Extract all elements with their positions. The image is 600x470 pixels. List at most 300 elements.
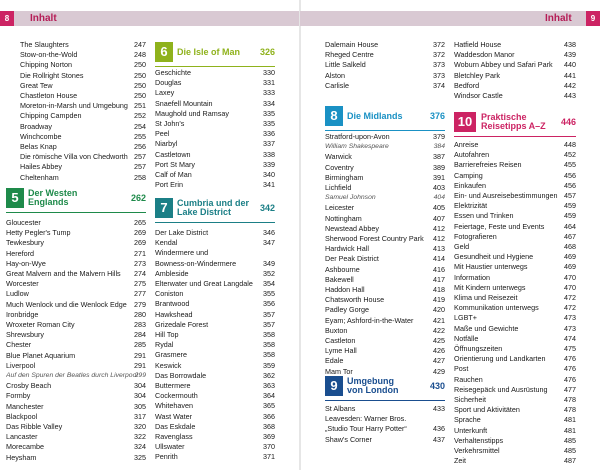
toc-entry: [325, 285, 445, 295]
toc-entry-title: Chatsworth House: [325, 295, 385, 305]
toc-entry-page: 374: [433, 80, 445, 90]
toc-entry-page: 478: [564, 405, 576, 415]
toc-entry-page: 358: [263, 350, 275, 360]
toc-entry-title: Geld: [454, 242, 470, 251]
toc-entry: [20, 101, 146, 111]
toc-entry-page: 391: [433, 172, 445, 182]
toc-entry: [325, 142, 445, 152]
toc-entry: [454, 242, 576, 252]
toc-entry-page: 254: [134, 121, 146, 131]
toc-entry-title: Elektrizität: [454, 201, 488, 211]
toc-entry-page: 456: [564, 180, 576, 190]
toc-entry: [6, 361, 146, 371]
toc-entry-title: Whitehaven: [155, 401, 193, 411]
toc-entry: [155, 269, 275, 279]
toc-entry-title: Einkaufen: [454, 180, 486, 190]
toc-entry-title: Samuel Johnson: [325, 194, 376, 202]
toc-entry-page: 476: [564, 364, 576, 374]
toc-entry-page: 304: [134, 381, 146, 391]
toc-entry-page: 250: [134, 91, 146, 100]
toc-entry: [155, 391, 275, 401]
toc-entry: [454, 273, 576, 283]
toc-entry-title: Der Lake District: [155, 228, 209, 237]
toc-entry-title: Leavesden: Warner Bros.: [325, 414, 407, 424]
toc-entry-page: 279: [134, 299, 146, 309]
toc-entry-page: 452: [564, 150, 576, 160]
toc-entry-page: 365: [263, 401, 275, 411]
toc-entry-page: 357: [263, 319, 275, 329]
toc-entry: [454, 364, 576, 374]
toc-entry: [454, 395, 576, 405]
toc-entry-title: Wast Water: [155, 411, 193, 421]
toc-entry-title: Rheged Centre: [325, 50, 374, 60]
toc-entry: [454, 385, 576, 395]
toc-entry-page: 248: [134, 50, 146, 60]
toc-entry-title: Lancaster: [6, 432, 38, 442]
toc-entry-title: Unterkunft: [454, 425, 488, 435]
toc-entry-page: 299: [134, 372, 146, 379]
toc-entry-title: Chastleton House: [20, 91, 78, 100]
toc-entry-title: Douglas: [155, 78, 182, 88]
toc-entry: [155, 238, 275, 248]
toc-entry: [325, 173, 445, 183]
toc-entry-page: 371: [263, 452, 275, 462]
chapter-6-heading: [155, 42, 275, 68]
toc-entry-page: 441: [564, 70, 576, 80]
toc-entry: [155, 248, 275, 258]
toc-entry-page: 324: [134, 442, 146, 452]
toc-entry-title: Laxey: [155, 88, 175, 98]
toc-entry-title: Feiertage, Feste und Events: [454, 221, 545, 231]
toc-entry-page: 335: [263, 119, 275, 128]
toc-entry: [155, 361, 275, 371]
toc-entry-page: 325: [134, 452, 146, 462]
toc-entry-title: Shaw's Corner: [325, 434, 372, 444]
toc-entry-title: Manchester: [6, 401, 44, 411]
toc-entry-title: Sherwood Forest Country Park: [325, 234, 424, 243]
chapter-rule: [325, 130, 445, 131]
toc-entry-title: Ludlow: [6, 289, 29, 299]
toc-entry-page: 420: [433, 305, 445, 315]
toc-entry-title: Dalemain House: [325, 40, 379, 49]
toc-entry: [6, 310, 146, 320]
toc-entry: [155, 119, 275, 129]
toc-entry-page: 442: [564, 80, 576, 90]
toc-entry: [6, 351, 146, 361]
chapter-title: [347, 377, 399, 395]
toc-entry-page: 346: [263, 228, 275, 237]
toc-entry: [454, 313, 576, 323]
toc-entry-page: 347: [263, 238, 275, 248]
toc-entry: [6, 218, 146, 228]
toc-entry: [155, 422, 275, 432]
toc-entry-title: Little Salkeld: [325, 60, 366, 70]
chapter-number: 9: [325, 376, 343, 396]
toc-entry-page: 487: [564, 456, 576, 466]
toc-entry-page: 413: [433, 244, 445, 254]
toc-entry: [325, 60, 445, 70]
toc-entry-page: 305: [134, 401, 146, 411]
toc-entry: [155, 442, 275, 452]
chapter-number: 10: [454, 112, 476, 132]
toc-entry-page: 474: [564, 333, 576, 343]
toc-entry-title: Rauchen: [454, 374, 483, 384]
toc-entry: [454, 91, 576, 101]
toc-entry-title: Ullswater: [155, 442, 185, 452]
toc-entry-page: 337: [263, 139, 275, 149]
toc-entry-title: Maughold und Ramsay: [155, 108, 229, 118]
toc-entry-page: 429: [433, 366, 445, 376]
toc-entry-page: 336: [263, 129, 275, 139]
toc-entry-title: Brantwood: [155, 299, 190, 309]
toc-entry: [155, 68, 275, 78]
toc-entry: [6, 259, 146, 269]
toc-entry-title: Gloucester: [6, 218, 41, 227]
toc-entry: [155, 99, 275, 109]
toc-entry-title: Wroxeter Roman City: [6, 320, 75, 329]
toc-entry-page: 362: [263, 370, 275, 380]
toc-entry-title: Worcester: [6, 279, 39, 289]
toc-entry-title: Blackpool: [6, 411, 38, 421]
toc-entry: [155, 412, 275, 422]
toc-entry: [325, 234, 445, 244]
toc-entry-page: 330: [263, 68, 275, 77]
toc-entry-page: 477: [564, 384, 576, 394]
toc-entry-page: 322: [134, 432, 146, 442]
toc-entry-page: 457: [564, 191, 576, 200]
toc-entry: [325, 50, 445, 60]
chapter-title-line-2: Reisetipps A–Z: [481, 121, 546, 131]
toc-entry-title: The Slaughters: [20, 40, 69, 49]
toc-entry-page: 304: [134, 391, 146, 401]
toc-entry: [454, 171, 576, 181]
toc-entry: [155, 340, 275, 350]
page-number: 8: [0, 11, 14, 26]
toc-entry: [6, 238, 146, 248]
toc-entry-page: 335: [263, 108, 275, 118]
toc-entry-page: 470: [564, 282, 576, 292]
toc-entry: [6, 300, 146, 310]
toc-entry: [6, 422, 146, 432]
toc-entry: [454, 436, 576, 446]
toc-entry-title: Hawkshead: [155, 309, 193, 319]
toc-entry-page: 456: [564, 170, 576, 180]
toc-entry-title: Peel: [155, 129, 170, 139]
chapter-number: 6: [155, 42, 173, 62]
toc-entry-title: Port St Mary: [155, 159, 195, 169]
chapter-title-line-1: Der Westen: [28, 188, 78, 198]
toc-entry-page: 339: [263, 159, 275, 169]
toc-entry: [454, 303, 576, 313]
toc-entry: [6, 330, 146, 340]
toc-entry-page: 469: [564, 252, 576, 262]
toc-entry: [325, 40, 445, 50]
toc-entry-page: 476: [564, 354, 576, 364]
toc-entry: [6, 269, 146, 279]
toc-entry: [325, 71, 445, 81]
chapter-number: 7: [155, 198, 173, 218]
toc-entry: [155, 299, 275, 309]
toc-entry-page: 370: [263, 442, 275, 452]
toc-entry-title: Waddesdon Manor: [454, 50, 515, 60]
toc-entry-title: Liverpool: [6, 360, 36, 370]
toc-entry: [454, 71, 576, 81]
toc-entry-page: 448: [564, 140, 576, 149]
toc-entry: [325, 203, 445, 213]
toc-entry: [20, 122, 146, 132]
toc-entry-title: Belas Knap: [20, 142, 57, 151]
toc-entry-title: Moreton-in-Marsh und Umgebung: [20, 101, 128, 111]
toc-entry-title: Heysham: [6, 452, 37, 462]
toc-entry-page: 472: [564, 303, 576, 313]
toc-entry-title: Anreise: [454, 140, 479, 149]
toc-entry: [454, 222, 576, 232]
toc-entry-page: 265: [134, 218, 146, 227]
toc-entry: [454, 375, 576, 385]
toc-entry: [325, 404, 445, 414]
chapter-page: 342: [259, 203, 275, 213]
toc-entry: [325, 414, 445, 424]
toc-entry-title: Die Rollright Stones: [20, 70, 84, 80]
toc-entry-page: 436: [433, 424, 445, 434]
toc-entry-title: Notfälle: [454, 333, 479, 343]
toc-entry-title: Post: [454, 364, 469, 374]
toc-entry: [325, 305, 445, 315]
toc-entry-title: Verkehrsmittel: [454, 446, 500, 455]
chapter-9-heading: [325, 376, 445, 402]
toc-entry: [155, 310, 275, 320]
toc-entry-page: 251: [134, 101, 146, 111]
toc-entry-title: Crosby Beach: [6, 381, 52, 391]
toc-entry-title: Calf of Man: [155, 170, 192, 179]
toc-entry-title: Broadway: [20, 121, 52, 131]
toc-entry: [454, 262, 576, 272]
toc-entry-page: 418: [433, 285, 445, 294]
toc-entry-title: Padley Gorge: [325, 305, 369, 315]
toc-entry: [155, 180, 275, 190]
toc-entry-title: Reisegepäck und Ausrüstung: [454, 384, 548, 394]
toc-entry-title: Hay-on-Wye: [6, 258, 46, 268]
toc-entry-page: 363: [263, 381, 275, 390]
toc-entry-page: 358: [263, 340, 275, 350]
toc-entry: [6, 289, 146, 299]
toc-entry-title: Niarbyl: [155, 139, 178, 149]
toc-entry: [155, 170, 275, 180]
toc-entry-title: Chester: [6, 340, 32, 350]
toc-entry-title: Haddon Hall: [325, 285, 365, 294]
toc-entry-page: 472: [564, 293, 576, 302]
toc-entry-title: Stow-on-the-Wold: [20, 50, 78, 60]
chapter-rule: [325, 400, 445, 401]
chapter-rule: [6, 212, 146, 213]
toc-entry-page: 443: [564, 91, 576, 100]
toc-entry-page: 275: [134, 279, 146, 289]
chapter-10-heading: [454, 112, 576, 138]
toc-entry: [155, 432, 275, 442]
toc-entry-title: Hailes Abbey: [20, 162, 62, 172]
toc-entry: [325, 132, 445, 142]
toc-entry: [155, 330, 275, 340]
toc-entry: [454, 81, 576, 91]
toc-entry-title: Warwick: [325, 152, 352, 162]
toc-entry-title: Morecambe: [6, 442, 44, 452]
toc-entry-title: Chipping Campden: [20, 111, 82, 121]
toc-entry-page: 412: [433, 234, 445, 243]
toc-entry-page: 349: [263, 258, 275, 268]
toc-entry-page: 412: [433, 223, 445, 233]
toc-entry: [155, 350, 275, 360]
toc-entry-page: 459: [564, 201, 576, 211]
toc-entry-page: 416: [433, 264, 445, 274]
toc-entry: [454, 60, 576, 70]
toc-entry-page: 485: [564, 446, 576, 455]
toc-entry-page: 255: [134, 131, 146, 141]
toc-entry: [6, 228, 146, 238]
toc-entry: [6, 249, 146, 259]
toc-entry: [325, 336, 445, 346]
toc-entry: [6, 279, 146, 289]
toc-entry-title: Sport und Aktivitäten: [454, 405, 520, 415]
toc-entry-page: 271: [134, 248, 146, 258]
toc-entry: [325, 81, 445, 91]
toc-entry-title: Hetty Pegler's Tump: [6, 228, 71, 238]
toc-entry-page: 291: [134, 360, 146, 370]
toc-entry-title: Bakewell: [325, 274, 354, 284]
toc-entry-title: Castletown: [155, 149, 191, 159]
chapter-rule: [155, 222, 275, 223]
toc-entry: [20, 162, 146, 172]
toc-entry: [155, 452, 275, 462]
toc-entry: [454, 50, 576, 60]
toc-entry-title: Die römische Villa von Chedworth: [20, 152, 128, 162]
toc-entry-page: 341: [263, 180, 275, 190]
toc-entry: [20, 111, 146, 121]
toc-entry-page: 427: [433, 356, 445, 366]
toc-entry-title: Hereford: [6, 248, 34, 258]
toc-entry-title: Great Tew: [20, 80, 53, 90]
toc-entry-page: 291: [134, 350, 146, 360]
toc-entry: [325, 224, 445, 234]
toc-entry-page: 280: [134, 309, 146, 319]
toc-entry-title: Das Ribble Valley: [6, 422, 63, 431]
toc-entry-title: Der Peak District: [325, 254, 379, 264]
toc-entry-title: Nottingham: [325, 213, 362, 223]
toc-entry: [454, 283, 576, 293]
toc-entry-page: 333: [263, 88, 275, 98]
toc-entry: [6, 391, 146, 401]
toc-entry-title: Mam Tor: [325, 366, 353, 376]
toc-entry-title: Sicherheit: [454, 395, 486, 404]
chapter-page: 262: [130, 193, 146, 203]
toc-entry-title: Ironbridge: [6, 309, 39, 319]
toc-entry: [20, 50, 146, 60]
toc-entry-page: 357: [263, 309, 275, 319]
toc-entry-page: 414: [433, 254, 445, 264]
toc-entry-page: 473: [564, 323, 576, 333]
toc-entry-title: Grizedale Forest: [155, 319, 209, 329]
toc-entry-title: Great Malvern and the Malvern Hills: [6, 269, 121, 278]
toc-entry-page: 352: [263, 268, 275, 278]
toc-entry: [6, 402, 146, 412]
toc-entry: [454, 324, 576, 334]
toc-entry: [20, 142, 146, 152]
toc-entry: [20, 132, 146, 142]
toc-entry-title: Stratford-upon-Avon: [325, 132, 390, 141]
toc-entry-title: Hill Top: [155, 330, 179, 339]
toc-entry-page: 250: [134, 70, 146, 80]
toc-entry-page: 439: [564, 50, 576, 60]
toc-entry-title: Carlisle: [325, 80, 349, 90]
toc-entry: [155, 160, 275, 170]
toc-entry: [454, 252, 576, 262]
toc-entry-title: Auf den Spuren der Beatles durch Liverpool: [6, 372, 138, 379]
toc-entry-title: Das Eskdale: [155, 421, 196, 431]
chapter-number: 5: [6, 188, 24, 208]
chapter-page: 376: [429, 111, 445, 121]
chapter-title: [177, 48, 240, 57]
toc-entry-page: 354: [263, 279, 275, 288]
chapter-page: 326: [259, 47, 275, 57]
toc-entry-page: 470: [564, 272, 576, 282]
toc-entry: [155, 381, 275, 391]
toc-entry-title: Fotografieren: [454, 231, 497, 241]
toc-entry-page: 277: [134, 289, 146, 299]
toc-entry-page: 373: [433, 70, 445, 80]
toc-entry-title: Windermere und: [155, 248, 209, 258]
toc-entry-page: 389: [433, 162, 445, 172]
toc-entry-title: St Albans: [325, 404, 356, 413]
toc-entry-title: Port Erin: [155, 180, 183, 190]
toc-entry-page: 422: [433, 325, 445, 335]
toc-entry-page: 273: [134, 258, 146, 268]
toc-entry-title: Barrierefreies Reisen: [454, 160, 522, 170]
toc-entry-page: 250: [134, 80, 146, 90]
chapter-title-line-1: Cumbria und der: [177, 198, 250, 208]
toc-entry-title: LGBT+: [454, 313, 477, 323]
toc-entry: [6, 453, 146, 463]
toc-entry: [454, 293, 576, 303]
toc-entry-page: 247: [134, 40, 146, 49]
toc-entry: [454, 344, 576, 354]
toc-entry-title: Lyme Hall: [325, 346, 357, 356]
toc-entry: [20, 40, 146, 50]
toc-entry: [454, 446, 576, 456]
toc-entry: [454, 232, 576, 242]
toc-entry-page: 269: [134, 238, 146, 248]
toc-entry-title: Penrith: [155, 452, 178, 462]
toc-entry: [325, 295, 445, 305]
toc-entry-title: „Studio Tour Harry Potter“: [325, 424, 407, 434]
toc-entry: [325, 193, 445, 203]
toc-entry: [155, 228, 275, 238]
toc-entry: [155, 279, 275, 289]
toc-entry-page: 373: [433, 60, 445, 70]
toc-entry: [6, 381, 146, 391]
toc-entry: [454, 456, 576, 466]
toc-entry-title: Kendal: [155, 238, 178, 248]
toc-entry-page: 285: [134, 340, 146, 350]
chapter-title-line-1: Die Isle of Man: [177, 47, 241, 57]
toc-entry-title: Mit Kindern unterwegs: [454, 282, 526, 292]
chapter-title-line-2: Englands: [28, 197, 69, 207]
toc-entry: [155, 289, 275, 299]
toc-entry: [454, 334, 576, 344]
toc-entry-page: 359: [263, 360, 275, 370]
toc-entry-title: Eyam; Ashford-in-the-Water: [325, 315, 414, 325]
chapter-title-line-1: Praktische: [481, 112, 527, 122]
chapter-page: 430: [429, 381, 445, 391]
toc-entry-page: 356: [263, 299, 275, 309]
